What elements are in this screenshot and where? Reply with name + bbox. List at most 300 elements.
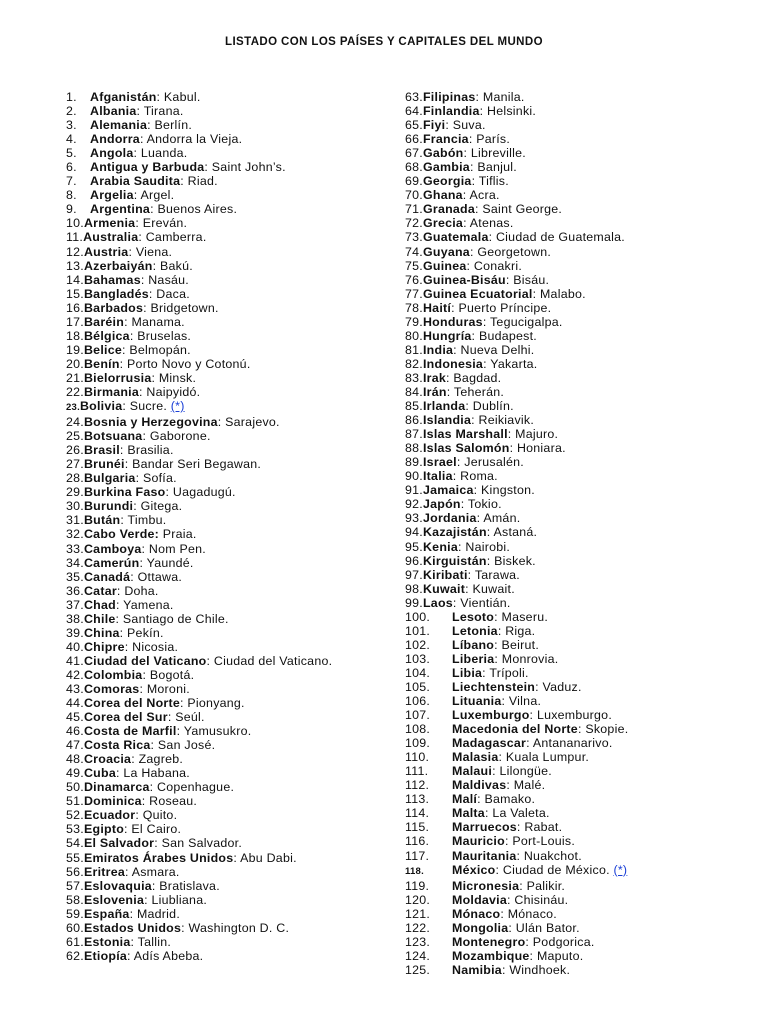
entry-number: 114. [405, 806, 430, 821]
entry-number: 16. [66, 300, 84, 315]
country-entry [405, 554, 745, 568]
capital-name: Ulán Bator. [515, 920, 580, 935]
entry-number: 42. [66, 667, 84, 682]
capital-name: Ottawa. [137, 569, 183, 584]
capital-name: Roma. [460, 469, 498, 484]
entry-text [423, 568, 745, 582]
separator: : [176, 724, 184, 739]
country-entry [405, 259, 745, 273]
country-name: Argentina [90, 202, 151, 217]
entry-number: 29. [66, 485, 84, 500]
entry-text [90, 132, 356, 146]
footnote-link[interactable]: (*) [613, 862, 628, 877]
capital-name: Nasáu. [148, 272, 189, 287]
entry-number: 96. [405, 553, 423, 568]
entry-text [84, 724, 356, 738]
entry-number: 6. [66, 160, 77, 175]
entry-number: 86. [405, 413, 423, 428]
entry-text [84, 584, 356, 598]
country-name: Malta [452, 806, 485, 821]
entry-text [423, 287, 745, 301]
separator: : [129, 906, 137, 921]
capital-name: Porto Novo y Cotonú. [127, 356, 251, 371]
entry-text [452, 638, 745, 652]
entry-text [84, 273, 356, 287]
entry-text [423, 385, 745, 399]
country-name: Eslovaquia [83, 878, 152, 893]
country-name: Hungría [422, 328, 472, 343]
country-entry [405, 806, 745, 820]
entry-text [84, 287, 356, 301]
entry-number: 33. [66, 541, 84, 556]
country-entry [66, 357, 356, 371]
country-name: Kuwait [422, 581, 466, 596]
country-name: Grecia [422, 216, 464, 231]
entry-number: 50. [66, 780, 84, 795]
separator: : [494, 637, 502, 652]
capital-name: Asmara. [131, 864, 180, 879]
country-entry [66, 822, 356, 836]
capital-name: Dublín. [472, 399, 514, 414]
country-entry [66, 654, 356, 668]
entry-number: 121. [405, 906, 431, 921]
separator: : [115, 766, 124, 781]
capital-name: Bagdad. [453, 370, 502, 385]
country-entry [405, 596, 745, 610]
entry-number: 38. [66, 611, 84, 626]
capital-name: Podgorica. [532, 934, 595, 949]
entry-text [90, 104, 356, 118]
entry-text [423, 160, 745, 174]
capital-name: Port-Louis. [512, 834, 576, 849]
separator: : [135, 216, 143, 231]
country-name: Georgia [422, 174, 472, 189]
country-entry [66, 907, 356, 921]
country-entry [66, 371, 356, 385]
capital-name: Georgetown. [477, 244, 552, 259]
entry-text [84, 598, 356, 612]
separator: : [180, 174, 188, 189]
country-name: Granada [422, 202, 476, 217]
separator: : [504, 834, 513, 849]
entry-text [452, 907, 745, 921]
separator: : [115, 611, 123, 626]
entry-number: 27. [66, 457, 84, 472]
country-entry [405, 455, 745, 469]
separator: : [468, 132, 477, 147]
separator: : [457, 539, 466, 554]
separator: : [124, 639, 133, 654]
entry-text [423, 230, 745, 244]
entry-number: 70. [405, 188, 423, 203]
entry-text [423, 469, 745, 483]
country-entry [405, 118, 745, 132]
entry-number: 8. [66, 188, 77, 203]
separator: : [144, 892, 152, 907]
country-entry [405, 441, 745, 455]
country-name: Liberia [452, 651, 495, 666]
country-entry [66, 329, 356, 343]
entry-text [423, 301, 745, 315]
country-entry [405, 722, 745, 736]
country-name: Kazajistán [422, 525, 487, 540]
capital-name: Maseru. [501, 609, 549, 624]
country-name: Cabo Verde: [83, 527, 160, 542]
capital-name: San José. [157, 738, 216, 753]
country-entry [405, 160, 745, 174]
country-entry [405, 230, 745, 244]
country-entry [405, 949, 745, 963]
entry-text [423, 315, 745, 329]
separator: : [130, 934, 138, 949]
entry-number: 85. [405, 399, 423, 414]
entry-text [423, 216, 745, 230]
entry-number: 23. [66, 402, 80, 414]
entry-number: 107. [405, 708, 431, 723]
country-name: Mauritania [452, 848, 517, 863]
country-entry [405, 879, 745, 893]
capital-name: Banjul. [477, 160, 517, 175]
capital-name: Berlín. [154, 118, 193, 133]
country-name: Guyana [422, 244, 470, 259]
country-entry [405, 469, 745, 483]
entry-number: 92. [405, 497, 423, 512]
separator: : [519, 878, 527, 893]
entry-text [423, 497, 745, 511]
capital-name: Uagadugú. [172, 485, 236, 500]
separator: : [149, 780, 157, 795]
country-name: Honduras [422, 314, 483, 329]
entry-text [84, 357, 356, 371]
separator: : [139, 681, 147, 696]
entry-text [423, 483, 745, 497]
entry-text [423, 118, 745, 132]
separator: : [532, 286, 540, 301]
country-name: España [83, 906, 130, 921]
country-name: Kiribati [422, 567, 468, 582]
entry-number: 71. [405, 202, 423, 217]
entry-text [423, 399, 745, 413]
country-name: Haití [422, 300, 452, 315]
entry-text [452, 736, 745, 750]
separator: : [115, 597, 124, 612]
entry-number: 14. [66, 272, 84, 287]
separator: : [143, 300, 151, 315]
capital-name: Lilongüe. [499, 764, 552, 779]
separator: : [465, 581, 473, 596]
capital-name: Malabo. [539, 286, 586, 301]
entry-number: 117. [405, 848, 430, 863]
entry-text [423, 596, 745, 610]
country-entry [66, 118, 356, 132]
separator: : [119, 443, 128, 458]
country-name: Brasil [83, 443, 120, 458]
capital-name: Nuakchot. [523, 848, 582, 863]
entry-number: 45. [66, 710, 84, 725]
separator: : [165, 485, 173, 500]
country-entry [66, 273, 356, 287]
capital-name: Palikir. [526, 878, 566, 893]
country-name: Ghana [422, 188, 463, 203]
capital-name: Trípoli. [489, 665, 529, 680]
separator: : [476, 511, 484, 526]
entry-number: 103. [405, 651, 431, 666]
entry-text [84, 429, 356, 443]
country-entry [405, 399, 745, 413]
country-name: Liechtenstein [452, 679, 536, 694]
entry-text [84, 949, 356, 963]
capital-name: Atenas. [469, 216, 514, 231]
country-name: Burkina Faso [83, 485, 166, 500]
entry-number: 97. [405, 567, 423, 582]
country-entry [405, 287, 745, 301]
entry-text [84, 640, 356, 654]
capital-name: Chisináu. [514, 892, 569, 907]
entry-number: 79. [405, 314, 423, 329]
entry-number: 124. [405, 948, 431, 963]
country-entry [66, 90, 356, 104]
country-entry [66, 399, 356, 415]
separator: : [463, 216, 470, 231]
country-name: Guatemala [422, 230, 489, 245]
country-name: Dominica [83, 794, 142, 809]
country-name: Bosnia y Herzegovina [83, 415, 218, 430]
country-name: Estonia [83, 934, 131, 949]
separator: : [482, 314, 490, 329]
country-entry [405, 963, 745, 977]
entry-number: 60. [66, 920, 84, 935]
entry-number: 74. [405, 244, 423, 259]
entry-number: 110. [405, 750, 430, 765]
country-entry [405, 764, 745, 778]
separator: : [141, 541, 149, 556]
country-entry [405, 202, 745, 216]
entry-number: 116. [405, 834, 430, 849]
footnote-link[interactable]: (*) [170, 399, 185, 414]
country-entry [66, 259, 356, 273]
country-name: Luxemburgo [452, 708, 530, 723]
entry-text [84, 570, 356, 584]
entry-number: 106. [405, 694, 431, 709]
entry-number: 82. [405, 356, 423, 371]
country-name: Croacia [83, 752, 132, 767]
capital-name: Sofía. [142, 471, 177, 486]
capital-name: Astaná. [493, 525, 538, 540]
entry-number: 108. [405, 722, 431, 737]
country-name: Mónaco [452, 906, 501, 921]
country-entry [405, 921, 745, 935]
country-name: Bolivia [79, 399, 123, 414]
capital-name: Bisáu. [513, 272, 550, 287]
country-entry [66, 160, 356, 174]
country-entry [405, 834, 745, 848]
separator: : [141, 794, 150, 809]
entry-text [423, 525, 745, 539]
capital-name: Liubliana. [151, 892, 208, 907]
country-name: Bulgaria [83, 471, 136, 486]
entry-text [84, 696, 356, 710]
entry-number: 43. [66, 681, 84, 696]
entry-number: 44. [66, 696, 84, 711]
country-entry [66, 879, 356, 893]
entry-number: 112. [405, 778, 430, 793]
country-name: Chile [83, 611, 116, 626]
separator: : [501, 694, 509, 709]
country-entry [66, 527, 356, 541]
separator: : [154, 836, 162, 851]
separator: : [124, 457, 133, 472]
country-entry [405, 329, 745, 343]
entry-text [84, 836, 356, 850]
entry-number: 35. [66, 569, 84, 584]
capital-name: Yakarta. [490, 356, 538, 371]
separator: : [204, 160, 212, 175]
entry-text [84, 415, 356, 429]
capital-name: Mónaco. [507, 906, 557, 921]
country-name: Botsuana [83, 429, 143, 444]
country-entry [66, 710, 356, 724]
entry-text [90, 118, 356, 132]
capital-name: Saint John’s. [211, 160, 286, 175]
capital-name: Saint George. [482, 202, 563, 217]
separator: : [119, 356, 128, 371]
entry-number: 41. [66, 653, 84, 668]
entry-text [423, 540, 745, 554]
country-name: Macedonia del Norte [452, 722, 578, 737]
separator: : [467, 567, 475, 582]
country-name: Catar [83, 583, 117, 598]
capital-name: Bandar Seri Begawan. [132, 457, 262, 472]
country-entry [66, 598, 356, 612]
entry-text [84, 471, 356, 485]
entry-text [84, 879, 356, 893]
country-entry [405, 483, 745, 497]
capital-name: Nairobi. [465, 539, 511, 554]
country-entry [405, 357, 745, 371]
entry-number: 80. [405, 328, 423, 343]
entry-number: 2. [66, 104, 77, 119]
entry-number: 13. [66, 258, 84, 273]
entry-number: 12. [66, 244, 84, 259]
entry-text [452, 624, 745, 638]
country-entry [405, 216, 745, 230]
entry-text [423, 441, 745, 455]
country-entry [66, 738, 356, 752]
separator: : [475, 202, 483, 217]
entry-number: 111. [405, 764, 429, 779]
entry-number: 28. [66, 471, 84, 486]
entry-number: 122. [405, 920, 431, 935]
entry-text [84, 245, 356, 259]
entry-number: 9. [66, 202, 77, 217]
entry-text [90, 188, 356, 202]
entry-text [84, 851, 356, 865]
entry-text [423, 455, 745, 469]
capital-name: Monrovia. [501, 651, 559, 666]
country-name: Bahamas [83, 272, 141, 287]
capital-name: Luxemburgo. [536, 708, 613, 723]
country-name: Malasia [452, 750, 499, 765]
capital-name: Brasilia. [127, 443, 174, 458]
entry-text [452, 834, 745, 848]
country-entry [66, 626, 356, 640]
separator: : [131, 752, 139, 767]
entry-text [423, 188, 745, 202]
country-entry [405, 792, 745, 806]
country-name: Bélgica [83, 328, 130, 343]
separator: : [462, 188, 470, 203]
entry-text [423, 202, 745, 216]
country-name: Barbados [83, 300, 144, 315]
country-entry [405, 146, 745, 160]
country-name: Bielorrusia [83, 370, 152, 385]
entry-text [84, 668, 356, 682]
country-entry [66, 513, 356, 527]
capital-name: Pionyang. [187, 696, 245, 711]
entry-number: 32. [66, 527, 84, 542]
entry-text [423, 371, 745, 385]
country-entry [66, 570, 356, 584]
capital-name: Buenos Aires. [157, 202, 238, 217]
entry-text [83, 230, 356, 244]
entry-text [84, 259, 356, 273]
separator: : [151, 370, 159, 385]
country-entry [66, 668, 356, 682]
entry-text [423, 413, 745, 427]
entry-number: 11. [66, 230, 84, 245]
country-entry [405, 174, 745, 188]
entry-text [84, 216, 356, 230]
country-name: Mongolia [452, 920, 509, 935]
country-name: Baréin [83, 314, 125, 329]
country-name: Alemania [90, 118, 148, 133]
separator: : [494, 609, 502, 624]
entry-number: 84. [405, 384, 423, 399]
country-name: Argelia [90, 188, 134, 203]
capital-name: Manila. [482, 90, 525, 104]
country-name: India [422, 342, 454, 357]
entry-text [452, 750, 745, 764]
separator: : [456, 455, 465, 470]
entry-number: 36. [66, 583, 84, 598]
entry-number: 78. [405, 300, 423, 315]
country-name: Lituania [452, 694, 502, 709]
separator: : [151, 878, 160, 893]
country-name: Brunéi [83, 457, 125, 472]
separator: : [120, 513, 128, 528]
entry-number: 24. [66, 415, 84, 430]
capital-name: Amán. [483, 511, 521, 526]
country-entry [66, 836, 356, 850]
country-entry [405, 694, 745, 708]
entry-number: 93. [405, 511, 423, 526]
entry-text [84, 527, 356, 541]
entry-number: 118. [405, 865, 424, 877]
separator: : [217, 415, 226, 430]
country-name: Micronesia [452, 878, 520, 893]
entry-text [452, 806, 745, 820]
country-name: Corea del Norte [83, 696, 180, 711]
country-name: Egipto [83, 822, 125, 837]
capital-name: La Valeta. [492, 806, 550, 821]
country-entry [66, 216, 356, 230]
separator: : [500, 906, 508, 921]
country-entry [405, 343, 745, 357]
capital-name: Riad. [187, 174, 218, 189]
entry-number: 1. [66, 90, 77, 104]
capital-name: Ciudad de Guatemala. [495, 230, 625, 245]
separator: : [529, 708, 537, 723]
